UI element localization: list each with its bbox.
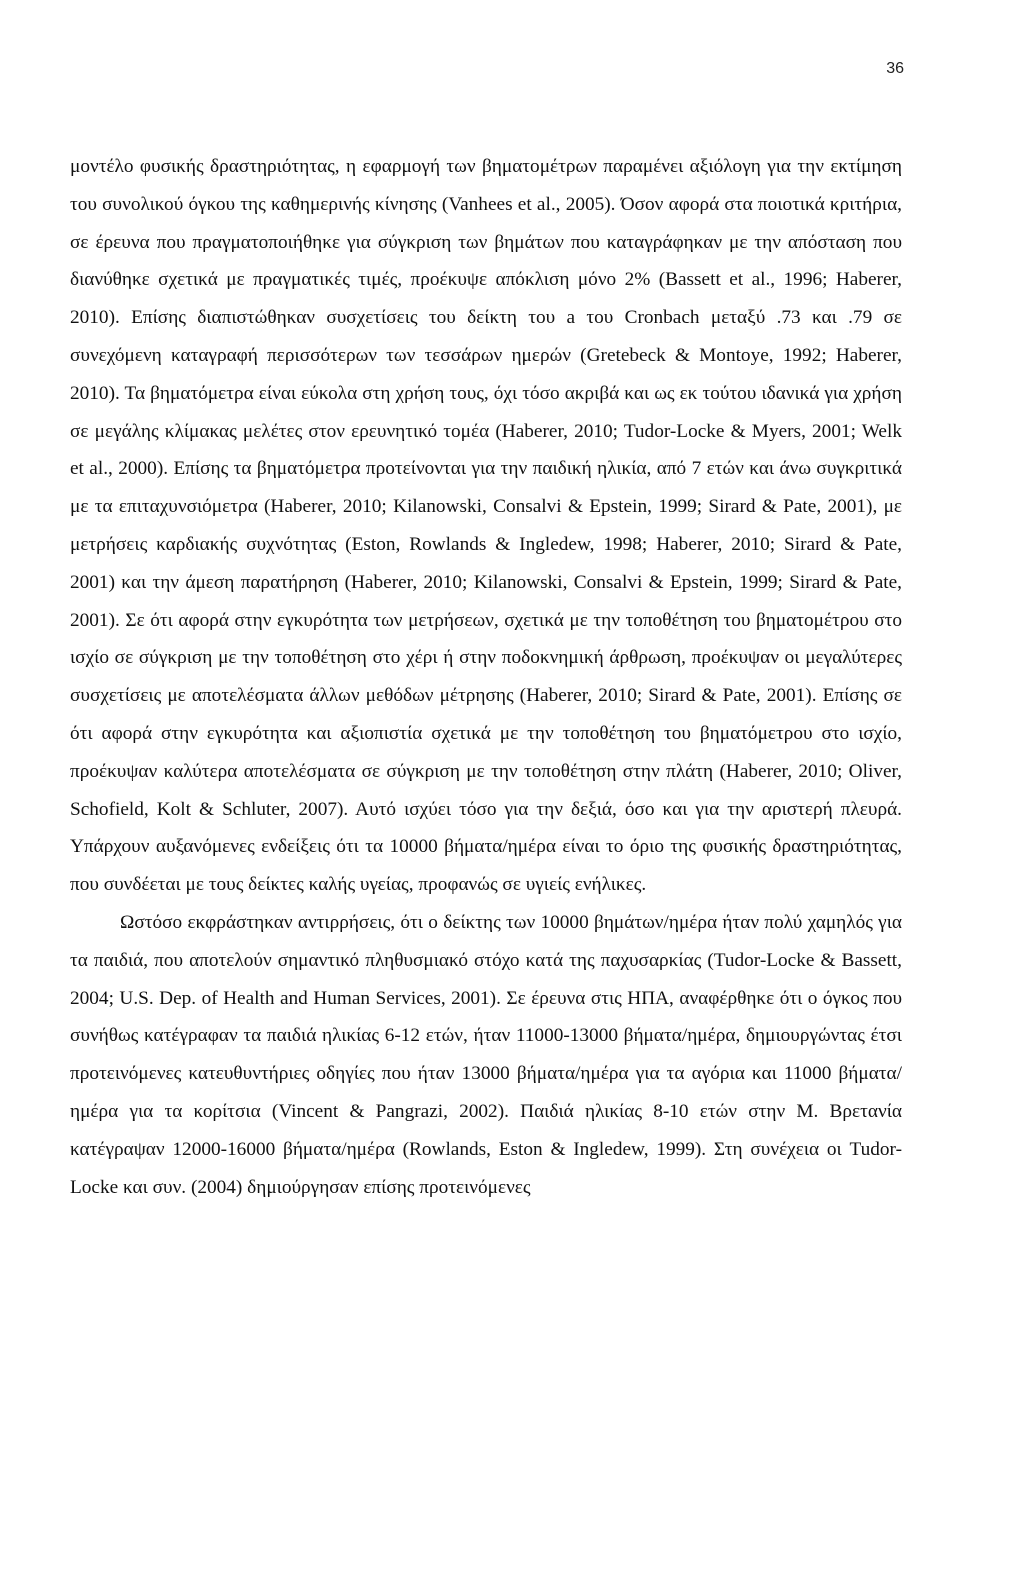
- paragraph-continued: μοντέλο φυσικής δραστηριότητας, η εφαρμογή των βηματομέτρων παραμένει αξιόλογη για την εκτίμηση του συνολικού όγκου της καθημερινής κίνησης (Vanhees et al., 2005). Όσον αφορά στα ποιοτικά κριτήρια, σε έρευνα που πραγματοποιήθηκε για σύγκριση των βημάτων που καταγράφηκαν με την απόσταση που διανύθηκε σχετικά με πραγματικές τιμές, προέκυψε απόκλιση μόνο 2% (Bassett et al., 1996; Haberer, 2010). Επίσης διαπιστώθηκαν συσχετίσεις του δείκτη του a του Cronbach μεταξύ .73 και .79 σε συνεχόμενη καταγραφή περισσότερων των τεσσάρων ημερών (Gretebeck & Montoye, 1992; Haberer, 2010). Τα βηματόμετρα είναι εύκολα στη χρήση τους, όχι τόσο ακριβά και ως εκ τούτου ιδανικά για χρήση σε μεγάλης κλίμακας μελέτες στον ερευνητικό τομέα (Haberer, 2010; Tudor-Locke & Myers, 2001; Welk et al., 2000). Επίσης τα βηματόμετρα προτείνονται για την παιδική ηλικία, από 7 ετών και άνω συγκριτικά με τα επιταχυνσιόμετρα (Haberer, 2010; Kilanowski, Consalvi & Epstein, 1999; Sirard & Pate, 2001), με μετρήσεις καρδιακής συχνότητας (Eston, Rowlands & Ingledew, 1998; Haberer, 2010; Sirard & Pate, 2001) και την άμεση παρατήρηση (Haberer, 2010; Kilanowski, Consalvi & Epstein, 1999; Sirard & Pate, 2001). Σε ότι αφορά στην εγκυρότητα των μετρήσεων, σχετικά με την τοποθέτηση του βηματομέτρου στο ισχίο σε σύγκριση με την τοποθέτηση στο χέρι ή στην ποδοκνημική άρθρωση, προέκυψαν οι μεγαλύτερες συσχετίσεις με αποτελέσματα άλλων μεθόδων μέτρησης (Haberer, 2010; Sirard & Pate, 2001). Επίσης σε ότι αφορά στην εγκυρότητα και αξιοπιστία σχετικά με την τοποθέτηση του βηματόμετρου στο ισχίο, προέκυψαν καλύτερα αποτελέσματα σε σύγκριση με την τοποθέτηση στην πλάτη (Haberer, 2010; Oliver, Schofield, Kolt & Schluter, 2007). Αυτό ισχύει τόσο για την δεξιά, όσο και για την αριστερή πλευρά. Υπάρχουν αυξανόμενες ενδείξεις ότι τα 10000 βήματα/ημέρα είναι το όριο της φυσικής δραστηριότητας, που συνδέεται με τους δείκτες καλής υγείας, προφανώς σε υγιείς ενήλικες.: [70, 156, 902, 896]
- body-text: [70, 148, 902, 1206]
- page-number: 36: [886, 60, 904, 77]
- paragraph-indented: Ωστόσο εκφράστηκαν αντιρρήσεις, ότι ο δείκτης των 10000 βημάτων/ημέρα ήταν πολύ χαμηλός για τα παιδιά, που αποτελούν σημαντικό πληθυσμιακό στόχο κατά της παχυσαρκίας (Tudor-Locke & Bassett, 2004; U.S. Dep. of Health and Human Services, 2001). Σε έρευνα στις ΗΠΑ, αναφέρθηκε ότι ο όγκος που συνήθως κατέγραφαν τα παιδιά ηλικίας 6-12 ετών, ήταν 11000-13000 βήματα/ημέρα, δημιουργώντας έτσι προτεινόμενες κατευθυντήριες οδηγίες που ήταν 13000 βήματα/ημέρα για τα αγόρια και 11000 βήματα/ημέρα για τα κορίτσια (Vincent & Pangrazi, 2002). Παιδιά ηλικίας 8-10 ετών στην Μ. Βρετανία κατέγραψαν 12000-16000 βήματα/ημέρα (Rowlands, Eston & Ingledew, 1999). Στη συνέχεια οι Tudor-Locke και συν. (2004) δημιούργησαν επίσης προτεινόμενες: [70, 911, 902, 1198]
